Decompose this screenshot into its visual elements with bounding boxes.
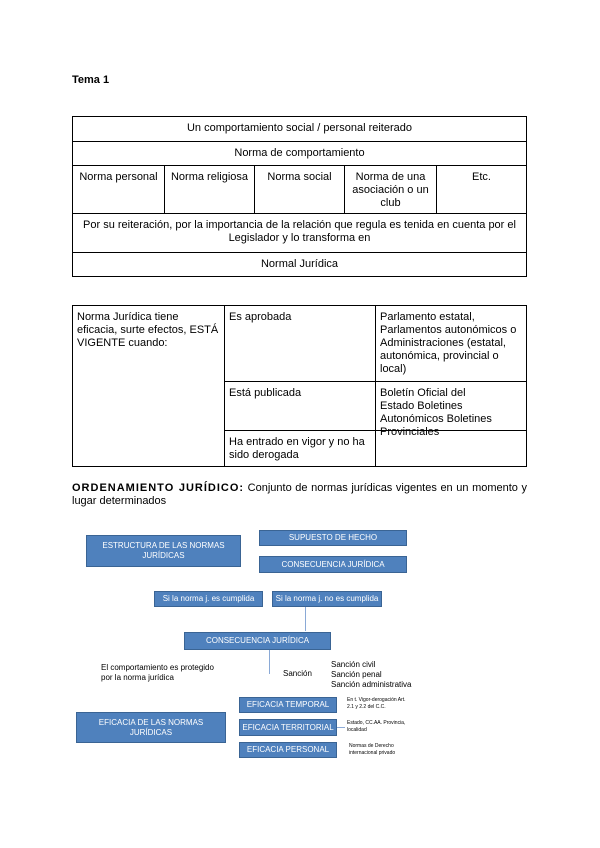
table-cell: Está publicada [224,381,376,431]
estructura-box: ESTRUCTURA DE LAS NORMAS JURÍDICAS [86,535,241,567]
sancion-label: Sanción [283,669,312,678]
table-cell: Etc. [436,165,527,214]
protegido-text: El comportamiento es protegido por la norma jurídica [101,663,214,682]
table-cell: Un comportamiento social / personal reiterado [72,116,527,142]
table-cell: Norma de comportamiento [72,141,527,166]
consecuencia-juridica-box: CONSECUENCIA JURÍDICA [184,632,331,650]
consecuencia-box: CONSECUENCIA JURÍDICA [259,556,407,573]
table-cell: Por su reiteración, por la importancia de la relación que regula es tenida en cuenta por el Legislador y lo transforma en [72,213,527,253]
table-cell: Ha entrado en vigor y no ha sido derogada [224,430,376,467]
sancion-penal: Sanción penal [331,670,382,679]
sancion-administrativa: Sanción administrativa [331,680,412,689]
table-cell: Normal Jurídica [72,252,527,277]
supuesto-box: SUPUESTO DE HECHO [259,530,407,546]
ordenamiento-term: ORDENAMIENTO JURÍDICO: [72,482,245,494]
table-cell: Boletín Oficial del Estado Boletines Autonómicos Boletines Provinciales [375,381,527,431]
no-cumplida-box: Si la norma j. no es cumplida [272,591,382,607]
connector-line [305,607,306,631]
connector-line [269,650,270,674]
eficacia-personal-box: EFICACIA PERSONAL [239,742,337,758]
table-cell: Norma personal [72,165,165,214]
ordenamiento-definition [72,482,527,508]
table-cell: Norma de una asociación o un club [344,165,437,214]
eficacia-box: EFICACIA DE LAS NORMAS JURÍDICAS [76,712,226,743]
territorial-note: Estado, CC.AA. Provincia, localidad [347,720,406,733]
table-cell: Norma Jurídica tiene eficacia, surte efectos, ESTÁ VIGENTE cuando: [72,305,225,467]
table-cell: Es aprobada [224,305,376,382]
temporal-note: En t. Vigor-derogación Art. 2.1 y 2.2 del C.C. [347,697,406,710]
personal-note: Normas de Derecho internacional privado [349,743,396,756]
page-title: Tema 1 [72,74,110,86]
ordenamiento-text: Conjunto de normas jurídicas vigentes en un momento y lugar determinados [72,482,528,507]
sancion-civil: Sanción civil [331,660,376,669]
cumplida-box: Si la norma j. es cumplida [154,591,263,607]
eficacia-temporal-box: EFICACIA TEMPORAL [239,697,337,713]
table-cell: Norma religiosa [164,165,255,214]
table-cell: Parlamento estatal, Parlamentos autonómicos o Administraciones (estatal, autonómica, provincial o local) [375,305,527,382]
connector-line [337,727,345,728]
table-cell [375,430,527,467]
table-cell: Norma social [254,165,345,214]
eficacia-territorial-box: EFICACIA TERRITORIAL [239,719,337,736]
